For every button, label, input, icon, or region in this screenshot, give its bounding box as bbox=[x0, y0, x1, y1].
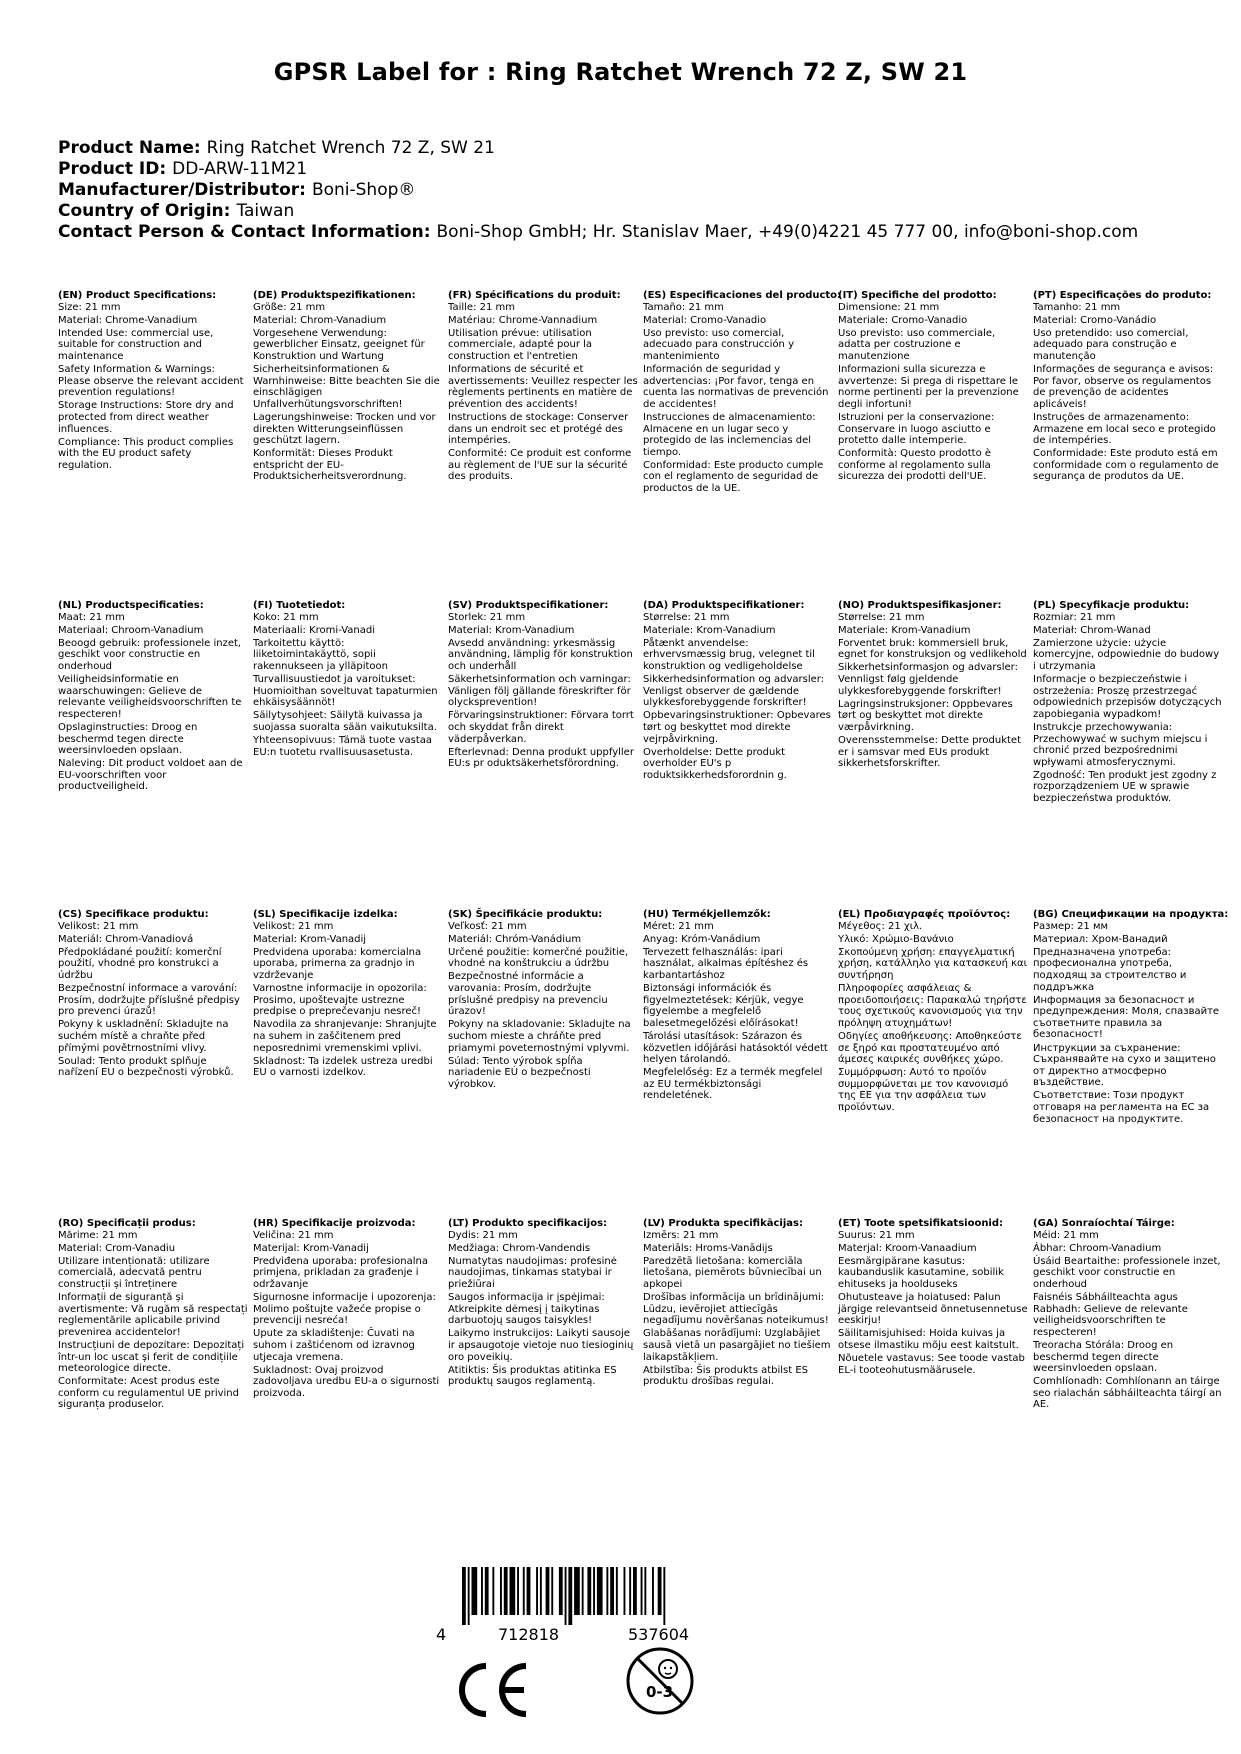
spec-line: Comhlíonadh: Comhlíonann an táirge seo rialachán sábháilteachta táirgí an AE. bbox=[1033, 1376, 1222, 1411]
spec-line: Informacje o bezpieczeństwie i ostrzeżenia: Proszę przestrzegać odpowiednich przepisów dotyczących zapobiegania wypadkom! bbox=[1033, 674, 1222, 720]
barcode-bar bbox=[551, 1567, 553, 1615]
spec-line: Conformità: Questo prodotto è conforme al regolamento sulla sicurezza dei prodotti dell'UE. bbox=[838, 448, 992, 483]
svg-text:0-3: 0-3 bbox=[646, 1683, 674, 1701]
spec-line: Säilitamisjuhised: Hoida kuivas ja otsese ilmastiku mõju eest kaitstult. bbox=[838, 1328, 1019, 1351]
barcode-bar bbox=[574, 1567, 580, 1615]
spec-line: Opbevaringsinstruktioner: Opbevares tørt og beskyttet mod direkte vejrpåvirkning. bbox=[643, 710, 831, 745]
barcode-bar bbox=[616, 1567, 618, 1615]
spec-line: Μέγεθος: 21 χιλ. bbox=[838, 920, 923, 932]
barcode-bar bbox=[500, 1567, 502, 1615]
spec-line: Förvaringsinstruktioner: Förvara torrt och skyddat från direkt väderpåverkan. bbox=[448, 710, 634, 745]
spec-line: Material: Cromo-Vanadio bbox=[643, 314, 767, 326]
spec-line: Materiál: Chróm-Vanádium bbox=[448, 933, 582, 945]
spec-heading: (HU) Termékjellemzők: bbox=[643, 909, 771, 920]
spec-block bbox=[838, 1218, 1028, 1378]
info-row bbox=[58, 159, 1138, 180]
barcode-bar bbox=[610, 1567, 614, 1615]
spec-line: Yhteensopivuus: Tämä tuote vastaa EU:n tuotetu rvallisuusasetusta. bbox=[253, 735, 432, 758]
spec-block bbox=[58, 290, 248, 473]
spec-heading: (ET) Toote spetsifikatsioonid: bbox=[838, 1218, 1004, 1229]
barcode-bar bbox=[597, 1567, 603, 1615]
spec-line: Saugos informacija ir įspėjimai: Atkreipkite dėmesį į taikytinas darbuotojų saugos taisykles! bbox=[448, 1292, 605, 1327]
spec-line: Предназначена употреба: професионална употреба, подходящ за строителство и поддръжка bbox=[1033, 946, 1187, 993]
info-row bbox=[58, 138, 1138, 159]
spec-line: Tarkoitettu käyttö: liiketoimintakäyttö, sopii rakennukseen ja ylläpitoon bbox=[253, 637, 388, 672]
barcode-bar bbox=[468, 1567, 470, 1625]
spec-block bbox=[838, 290, 1028, 485]
spec-line: Størrelse: 21 mm bbox=[643, 611, 730, 623]
spec-line: Compliance: This product complies with the EU product safety regulation. bbox=[58, 436, 234, 471]
barcode-bar bbox=[606, 1567, 608, 1615]
spec-line: Glabāšanas norādījumi: Uzglabājiet sausā vietā un pasargājiet no tiešiem laikapstākļiem. bbox=[643, 1328, 831, 1363]
barcode-bar bbox=[481, 1567, 483, 1615]
spec-heading: (NL) Productspecificaties: bbox=[58, 600, 204, 611]
spec-heading: (FR) Spécifications du produit: bbox=[448, 290, 621, 301]
spec-line: Veiligheidsinformatie en waarschuwingen: Gelieve de relevante veiligheidsvoorschriften te respecteren! bbox=[58, 674, 242, 720]
spec-line: Инструкции за съхранение: Съхранявайте на сухо и защитено от директно атмосферно въздействие. bbox=[1033, 1042, 1216, 1089]
spec-line: Sukladnost: Ovaj proizvod zadovoljava uredbu EU-a o sigurnosti proizvoda. bbox=[253, 1364, 440, 1399]
spec-line: Materjal: Kroom-Vanaadium bbox=[838, 1242, 977, 1254]
spec-line: Συμμόρφωση: Αυτό το προϊόν συμμορφώνεται με τον κανονισμό της ΕΕ για την ασφάλεια των προϊόντων. bbox=[838, 1067, 1009, 1113]
spec-line: Tervezett felhasználás: ipari használat, alkalmas építéshez és karbantartáshoz bbox=[643, 946, 809, 981]
barcode-bar bbox=[568, 1567, 572, 1625]
spec-line: Ábhar: Chroom-Vanadium bbox=[1033, 1242, 1162, 1254]
spec-line: Méid: 21 mm bbox=[1033, 1229, 1099, 1241]
barcode-bar bbox=[462, 1567, 466, 1625]
spec-line: Overholdelse: Dette produkt overholder EU's p roduktsikkerhedsforordnin g. bbox=[643, 746, 787, 781]
spec-line: Turvallisuustiedot ja varoitukset: Huomioithan soveltuvat tapaturmien ehkäisysäännöt! bbox=[253, 674, 438, 709]
barcode-bar bbox=[546, 1567, 550, 1615]
spec-line: Materiale: Cromo-Vanadio bbox=[838, 314, 968, 326]
spec-line: Size: 21 mm bbox=[58, 301, 121, 313]
info-value: Boni-Shop® bbox=[311, 180, 416, 200]
barcode-bar bbox=[587, 1567, 591, 1615]
spec-block bbox=[1033, 1218, 1223, 1413]
spec-line: Größe: 21 mm bbox=[253, 301, 326, 313]
spec-line: Izmērs: 21 mm bbox=[643, 1229, 719, 1241]
spec-line: Instrucțiuni de depozitare: Depozitați într-un loc uscat și ferit de condițiile meteorologice directe. bbox=[58, 1339, 245, 1375]
info-value: Boni-Shop GmbH; Hr. Stanislav Maer, +49(0)4221 45 777 00, info@boni-shop.com bbox=[436, 222, 1139, 242]
product-info bbox=[58, 138, 1138, 243]
spec-line: Tamanho: 21 mm bbox=[1033, 301, 1121, 313]
spec-line: Paredzētā lietošana: komerciāla lietošana, piemērots būvniecībai un apkopei bbox=[643, 1255, 822, 1290]
spec-line: Úsáid Beartaithe: professionele inzet, geschikt voor constructie en onderhoud bbox=[1033, 1255, 1221, 1290]
spec-line: Koko: 21 mm bbox=[253, 611, 319, 623]
spec-block bbox=[58, 1218, 248, 1413]
spec-line: Súlad: Tento výrobok spĺňa nariadenie EÚ o bezpečnosti výrobkov. bbox=[448, 1055, 591, 1090]
barcode-bar bbox=[523, 1567, 525, 1615]
info-row bbox=[58, 180, 1138, 201]
barcode-bar bbox=[652, 1567, 654, 1615]
barcode-bar bbox=[641, 1567, 643, 1615]
spec-line: Varnostne informacije in opozorila: Prosimo, upoštevajte ustrezne predpise o preprečevanju nesreč! bbox=[253, 983, 427, 1018]
spec-block bbox=[1033, 909, 1229, 1127]
spec-line: Ohutusteave ja hoiatused: Palun järgige relevantseid õnnetusennetuse eeskirju! bbox=[838, 1292, 1028, 1327]
barcode-bar bbox=[559, 1567, 563, 1615]
spec-line: Treoracha Stórála: Droog en beschermd tegen directe weersinvloeden opslaan. bbox=[1033, 1339, 1174, 1375]
spec-line: Materiaali: Kromi-Vanadi bbox=[253, 624, 375, 636]
spec-line: Informazioni sulla sicurezza e avvertenze: Si prega di rispettare le norme pertinenti per la prevenzione degli infortuni! bbox=[838, 364, 1019, 410]
spec-line: Materijal: Krom-Vanadij bbox=[253, 1242, 369, 1254]
spec-line: Størrelse: 21 mm bbox=[838, 611, 925, 623]
spec-line: Bezpečnostní informace a varování: Prosím, dodržujte příslušné předpisy pro prevenci úrazů! bbox=[58, 983, 240, 1018]
spec-line: Soulad: Tento produkt splňuje nařízení EU o bezpečnosti výrobků. bbox=[58, 1055, 234, 1079]
spec-line: Informations de sécurité et avertissements: Veuillez respecter les règlements pertinents en matière de prévention des accidents! bbox=[448, 364, 638, 410]
spec-line: Storlek: 21 mm bbox=[448, 611, 526, 623]
spec-line: Velikost: 21 mm bbox=[58, 920, 139, 932]
spec-heading: (SV) Produktspecifikationer: bbox=[448, 600, 609, 611]
spec-line: Sikkerhetsinformasjon og advarsler: Vennligst følg gjeldende ulykkesforebyggende forskrifter! bbox=[838, 662, 1018, 697]
spec-line: Nõuetele vastavus: See toode vastab EL-i tooteohutusmäärusele. bbox=[838, 1353, 1025, 1376]
spec-line: Tárolási utasítások: Szárazon és közvetlen időjárási hatásoktól védett helyen tárolandó. bbox=[643, 1030, 828, 1066]
spec-heading: (NO) Produktspesifikasjoner: bbox=[838, 600, 1002, 611]
barcode-bar bbox=[593, 1567, 595, 1615]
spec-line: Tamaño: 21 mm bbox=[643, 301, 724, 313]
barcode-digit-lead: 4 bbox=[436, 1625, 447, 1644]
spec-line: Instrucciones de almacenamiento: Almacene en un lugar seco y protegido de las inclemencias del tiempo. bbox=[643, 411, 816, 458]
spec-line: Biztonsági információk és figyelmeztetések: Kérjük, vegye figyelembe a megfelelő balesetmegelőzési előírásokat! bbox=[643, 983, 804, 1029]
spec-block bbox=[1033, 600, 1223, 806]
spec-block bbox=[838, 600, 1028, 771]
age-warning-icon bbox=[624, 1645, 696, 1721]
spec-line: Instruções de armazenamento: Armazene em local seco e protegido de intempéries. bbox=[1033, 411, 1216, 447]
spec-block bbox=[448, 1218, 638, 1389]
spec-line: Uso previsto: uso commerciale, adatta per costruzione e manutenzione bbox=[838, 327, 996, 362]
spec-block bbox=[643, 600, 833, 783]
spec-line: Navodila za shranjevanje: Shranjujte na suhem in zaščitenem pred neposrednimi vremenskimi vplivi. bbox=[253, 1019, 437, 1054]
spec-block bbox=[253, 909, 443, 1080]
spec-line: Материал: Хром-Ванадий bbox=[1033, 933, 1168, 945]
spec-line: Sigurnosne informacije i upozorenja: Molimo poštujte važeće propise o prevenciji nesreća! bbox=[253, 1292, 436, 1327]
spec-line: Material: Krom-Vanadij bbox=[253, 933, 367, 945]
spec-line: Zgodność: Ten produkt jest zgodny z rozporządzeniem UE w sprawie bezpieczeństwa produktów. bbox=[1033, 769, 1217, 804]
barcode-bar bbox=[629, 1567, 631, 1615]
spec-line: Naleving: Dit product voldoet aan de EU-voorschriften voor productveiligheid. bbox=[58, 758, 243, 793]
spec-heading: (LV) Produkta specifikācijas: bbox=[643, 1218, 803, 1229]
spec-line: Pokyny na skladovanie: Skladujte na suchom mieste a chráňte pred priamymi poveternostnými vplyvmi. bbox=[448, 1019, 631, 1054]
spec-line: Avsedd användning: yrkesmässig användning, lämplig för konstruktion och underhåll bbox=[448, 637, 633, 672]
spec-line: Instructions de stockage: Conserver dans un endroit sec et protégé des intempéries. bbox=[448, 411, 629, 447]
spec-block bbox=[58, 909, 248, 1080]
spec-heading: (LT) Produkto specifikacijos: bbox=[448, 1218, 608, 1229]
spec-line: Skladnost: Ta izdelek ustreza uredbi EU o varnosti izdelkov. bbox=[253, 1055, 433, 1079]
spec-line: Conformitate: Acest produs este conform cu regulamentul UE privind siguranța produselor. bbox=[58, 1376, 239, 1411]
info-value: Taiwan bbox=[236, 201, 295, 221]
spec-line: Lagringsinstruksjoner: Oppbevares tørt og beskyttet mot direkte værpåvirkning. bbox=[838, 698, 1013, 733]
barcode-bar bbox=[536, 1567, 538, 1615]
spec-line: Megfelelőség: Ez a termék megfelel az EU termékbiztonsági rendeletének. bbox=[643, 1067, 823, 1102]
info-key: Contact Person & Contact Information: bbox=[58, 222, 431, 242]
spec-line: Información de seguridad y advertencias: ¡Por favor, tenga en cuenta las normativas de prevención de accidentes! bbox=[643, 364, 829, 410]
barcode-bar bbox=[504, 1567, 508, 1615]
barcode-bar bbox=[565, 1567, 567, 1625]
spec-heading: (PT) Especificações do produto: bbox=[1033, 290, 1212, 301]
barcode-bar bbox=[633, 1567, 637, 1615]
spec-line: Materiaal: Chroom-Vanadium bbox=[58, 624, 204, 636]
spec-line: Materiál: Chrom-Vanadiová bbox=[58, 933, 194, 945]
spec-heading: (HR) Specifikacije proizvoda: bbox=[253, 1218, 416, 1229]
spec-line: Mărime: 21 mm bbox=[58, 1229, 138, 1241]
spec-line: Méret: 21 mm bbox=[643, 920, 714, 932]
barcode-bar bbox=[540, 1567, 542, 1615]
spec-line: Rozmiar: 21 mm bbox=[1033, 611, 1116, 623]
barcode-bar bbox=[492, 1567, 494, 1615]
spec-heading: (GA) Sonraíochtaí Táirge: bbox=[1033, 1218, 1175, 1229]
spec-line: Sicherheitsinformationen & Warnhinweise: Bitte beachten Sie die einschlägigen Unfallverhütungsvorschriften! bbox=[253, 364, 440, 410]
spec-line: Storage Instructions: Store dry and protected from direct weather influences. bbox=[58, 400, 234, 435]
spec-line: Информация за безопасност и предупреждения: Моля, спазвайте съответните правила за безопасност! bbox=[1033, 994, 1220, 1041]
barcode-bar bbox=[485, 1567, 489, 1615]
spec-line: Veľkosť: 21 mm bbox=[448, 920, 527, 932]
spec-line: Suurus: 21 mm bbox=[838, 1229, 915, 1241]
spec-line: Laikymo instrukcijos: Laikyti sausoje ir apsaugotoje vietoje nuo tiesioginių oro poveikių. bbox=[448, 1328, 634, 1363]
spec-block bbox=[253, 600, 443, 760]
spec-heading: (SL) Specifikacije izdelka: bbox=[253, 909, 398, 920]
spec-line: Faisnéis Sábháilteachta agus Rabhadh: Gelieve de relevante veiligheidsvoorschriften te respecteren! bbox=[1033, 1292, 1188, 1338]
spec-line: Uso previsto: uso comercial, adecuado para construcción y mantenimiento bbox=[643, 327, 794, 362]
spec-line: Forventet bruk: kommersiell bruk, egnet for konstruksjon og vedlikehold bbox=[838, 637, 1027, 661]
info-key: Product Name: bbox=[58, 138, 201, 158]
info-row bbox=[58, 201, 1138, 222]
spec-line: Sikkerhedsinformation og advarsler: Venligst observer de gældende ulykkesforebyggende forskrifter! bbox=[643, 674, 825, 709]
barcode-bar bbox=[510, 1567, 516, 1615]
spec-line: Konformität: Dieses Produkt entspricht der EU-Produktsicherheitsverordnung. bbox=[253, 448, 407, 483]
spec-block bbox=[1033, 290, 1223, 485]
spec-line: Numatytas naudojimas: profesinė naudojimas, tinkamas statybai ir priežiūrai bbox=[448, 1255, 617, 1290]
barcode-bar bbox=[472, 1567, 478, 1615]
spec-heading: (DE) Produktspezifikationen: bbox=[253, 290, 416, 301]
spec-line: Materiał: Chrom-Wanad bbox=[1033, 624, 1151, 636]
barcode-bar bbox=[658, 1567, 662, 1615]
spec-heading: (ES) Especificaciones del producto: bbox=[643, 290, 842, 301]
spec-line: Informații de siguranță și avertismente: Vă rugăm să respectați reglementările aplicabile privind prevenirea accidentelor! bbox=[58, 1292, 248, 1338]
spec-block bbox=[643, 909, 833, 1104]
spec-block bbox=[253, 290, 443, 485]
spec-line: Σκοπούμενη χρήση: επαγγελματική χρήση, κατάλληλο για κατασκευή και συντήρηση bbox=[838, 946, 1027, 981]
spec-line: Conformidade: Este produto está em conformidade com o regulamento de segurança de produtos da UE. bbox=[1033, 448, 1219, 483]
info-row bbox=[58, 222, 1138, 243]
spec-block bbox=[253, 1218, 443, 1401]
spec-line: Matériau: Chrome-Vannadium bbox=[448, 314, 598, 326]
spec-line: Veličina: 21 mm bbox=[253, 1229, 334, 1241]
spec-line: Conformidad: Este producto cumple con el reglamento de seguridad de productos de la UE. bbox=[643, 459, 824, 494]
barcode-digits-right: 537604 bbox=[628, 1625, 690, 1644]
barcode-bar bbox=[624, 1567, 626, 1615]
spec-block bbox=[448, 909, 638, 1092]
spec-line: Съответствие: Този продукт отговаря на регламента на ЕС за безопасност на продуктите. bbox=[1033, 1090, 1210, 1125]
spec-line: Material: Chrome-Vanadium bbox=[58, 314, 198, 326]
spec-line: Taille: 21 mm bbox=[448, 301, 516, 313]
spec-line: Material: Crom-Vanadiu bbox=[58, 1242, 176, 1254]
spec-line: Dimensione: 21 mm bbox=[838, 301, 940, 313]
spec-block bbox=[448, 290, 638, 485]
spec-line: Predvidena uporaba: komercialna uporaba, primerna za gradnjo in vzdrževanje bbox=[253, 946, 422, 981]
spec-line: Upute za skladištenje: Čuvati na suhom i zaštićenom od izravnog utjecaja vremena. bbox=[253, 1328, 415, 1363]
spec-heading: (EL) Προδιαγραφές προϊόντος: bbox=[838, 909, 1011, 920]
spec-line: Υλικό: Χρώμιο-Βανάνιο bbox=[838, 933, 954, 945]
spec-line: Säilytysohjeet: Säilytä kuivassa ja suojassa suoralta sään vaikutuksilta. bbox=[253, 710, 437, 733]
page-title: GPSR Label for : Ring Ratchet Wrench 72 Z, SW 21 bbox=[273, 58, 968, 86]
spec-line: Uso pretendido: uso comercial, adequado para construção e manutenção bbox=[1033, 327, 1189, 362]
spec-line: Lagerungshinweise: Trocken und vor direkten Witterungseinflüssen geschützt lagern. bbox=[253, 411, 436, 447]
barcode-bar bbox=[644, 1567, 646, 1615]
spec-block bbox=[643, 290, 842, 496]
spec-heading: (BG) Спецификации на продукта: bbox=[1033, 909, 1229, 920]
spec-line: Instrukcje przechowywania: Przechowywać w suchym miejscu i chronić przed bezpośrednimi wpływami atmosferycznymi. bbox=[1033, 721, 1208, 768]
spec-heading: (RO) Specificații produs: bbox=[58, 1218, 196, 1229]
barcode-bar bbox=[663, 1567, 665, 1625]
spec-line: Materiale: Krom-Vanadium bbox=[838, 624, 971, 636]
spec-line: Säkerhetsinformation och varningar: Vänligen följ gällande föreskrifter för olycksprevention! bbox=[448, 674, 631, 709]
spec-line: Utilisation prévue: utilisation commerciale, adapté pour la construction et l'entretien bbox=[448, 327, 593, 362]
spec-line: Material: Cromo-Vanádio bbox=[1033, 314, 1157, 326]
spec-line: Opslaginstructies: Droog en beschermd tegen directe weersinvloeden opslaan. bbox=[58, 721, 198, 757]
spec-line: Utilizare intenționată: utilizare comercială, adecvată pentru construcții și întreținere bbox=[58, 1255, 210, 1290]
spec-line: Bezpečnostné informácie a varovania: Prosím, dodržujte príslušné predpisy na prevenciu úrazov! bbox=[448, 971, 608, 1018]
spec-line: Pokyny k uskladnění: Skladujte na suchém místě a chraňte před přímými povětrnostními vlivy. bbox=[58, 1019, 229, 1054]
spec-heading: (FI) Tuotetiedot: bbox=[253, 600, 346, 611]
spec-line: Οδηγίες αποθήκευσης: Αποθηκεύστε σε ξηρό και προστατευμένο από άμεσες καιρικές συνθήκες χώρο. bbox=[838, 1030, 1022, 1066]
spec-line: Dydis: 21 mm bbox=[448, 1229, 518, 1241]
spec-line: Materiale: Krom-Vanadium bbox=[643, 624, 776, 636]
spec-heading: (EN) Product Specifications: bbox=[58, 290, 217, 301]
spec-line: Informações de segurança e avisos: Por favor, observe os regulamentos de prevenção de acidentes aplicáveis! bbox=[1033, 364, 1214, 410]
spec-line: Maat: 21 mm bbox=[58, 611, 125, 623]
info-value: DD-ARW-11M21 bbox=[172, 159, 308, 179]
spec-line: Efterlevnad: Denna produkt uppfyller EU:s pr oduktsäkerhetsförordning. bbox=[448, 746, 634, 770]
barcode-bars bbox=[460, 1567, 740, 1625]
spec-block bbox=[643, 1218, 833, 1389]
ean-barcode bbox=[436, 1567, 740, 1647]
spec-line: Zamierzone użycie: użycie komercyjne, odpowiednie do budowy i utrzymania bbox=[1033, 637, 1220, 672]
info-value: Ring Ratchet Wrench 72 Z, SW 21 bbox=[206, 138, 495, 158]
barcode-bar bbox=[527, 1567, 531, 1615]
spec-heading: (DA) Produktspecifikationer: bbox=[643, 600, 805, 611]
barcode-digits-left: 712818 bbox=[498, 1625, 560, 1644]
spec-line: Drošības informācija un brīdinājumi: Lūdzu, ievērojiet attiecīgās negadījumu novēršanas noteikumus! bbox=[643, 1292, 829, 1327]
info-key: Manufacturer/Distributor: bbox=[58, 180, 306, 200]
spec-line: Safety Information & Warnings: Please observe the relevant accident prevention regulations! bbox=[58, 364, 244, 399]
spec-heading: (SK) Špecifikácie produktu: bbox=[448, 909, 603, 920]
spec-line: Material: Krom-Vanadium bbox=[448, 624, 575, 636]
spec-line: Material: Chrom-Vanadium bbox=[253, 314, 387, 326]
spec-line: Materiāls: Hroms-Vanādijs bbox=[643, 1242, 773, 1254]
spec-block bbox=[448, 600, 638, 771]
spec-line: Atbilstība: Šis produkts atbilst ES produktu drošības regulai. bbox=[643, 1364, 809, 1388]
spec-heading: (IT) Specifiche del prodotto: bbox=[838, 290, 997, 301]
spec-line: Istruzioni per la conservazione: Conservare in luogo asciutto e protetto dalle intemperie. bbox=[838, 411, 995, 447]
spec-heading: (CS) Specifikace produktu: bbox=[58, 909, 209, 920]
spec-line: Intended Use: commercial use, suitable for construction and maintenance bbox=[58, 327, 214, 362]
barcode-bar bbox=[582, 1567, 584, 1615]
spec-block bbox=[838, 909, 1028, 1115]
spec-line: Atitiktis: Šis produktas atitinka ES produktų saugos reglamentą. bbox=[448, 1364, 617, 1388]
spec-heading: (PL) Specyfikacje produktu: bbox=[1033, 600, 1190, 611]
spec-line: Πληροφορίες ασφάλειας & προειδοποιήσεις: Παρακαλώ τηρήστε τους σχετικούς κανονισμούς για την πρόληψη ατυχημάτων! bbox=[838, 983, 1027, 1029]
info-key: Product ID: bbox=[58, 159, 167, 179]
barcode-bar bbox=[517, 1567, 519, 1615]
spec-line: Předpokládané použití: komerční použití, vhodné pro konstrukci a údržbu bbox=[58, 946, 222, 981]
spec-block bbox=[58, 600, 248, 795]
spec-line: Vorgesehene Verwendung: gewerblicher Einsatz, geeignet für Konstruktion und Wartung bbox=[253, 327, 425, 362]
spec-line: Predviđena uporaba: profesionalna primjena, prikladan za građenje i održavanje bbox=[253, 1255, 428, 1290]
spec-line: Anyag: Króm-Vanádium bbox=[643, 933, 761, 945]
info-key: Country of Origin: bbox=[58, 201, 231, 221]
ce-mark-icon bbox=[452, 1660, 532, 1724]
spec-line: Velikost: 21 mm bbox=[253, 920, 334, 932]
spec-line: Påtænkt anvendelse: erhvervsmæssig brug, velegnet til konstruktion og vedligeholdelse bbox=[643, 637, 815, 672]
spec-line: Určené použitie: komerčné použitie, vhodné na konštrukciu a údržbu bbox=[448, 946, 629, 970]
spec-line: Conformité: Ce produit est conforme au règlement de l'UE sur la sécurité des produits. bbox=[448, 448, 632, 483]
spec-line: Medžiaga: Chrom-Vandendis bbox=[448, 1242, 591, 1254]
spec-line: Eesmärgipärane kasutus: kaubanduslik kasutamine, sobilik ehituseks ja hoolduseks bbox=[838, 1255, 1004, 1290]
spec-line: Overensstemmelse: Dette produktet er i samsvar med EUs produkt sikkerhetsforskrifter. bbox=[838, 735, 1021, 770]
spec-line: Beoogd gebruik: professionele inzet, geschikt voor constructie en onderhoud bbox=[58, 637, 242, 672]
spec-line: Размер: 21 мм bbox=[1033, 920, 1109, 932]
